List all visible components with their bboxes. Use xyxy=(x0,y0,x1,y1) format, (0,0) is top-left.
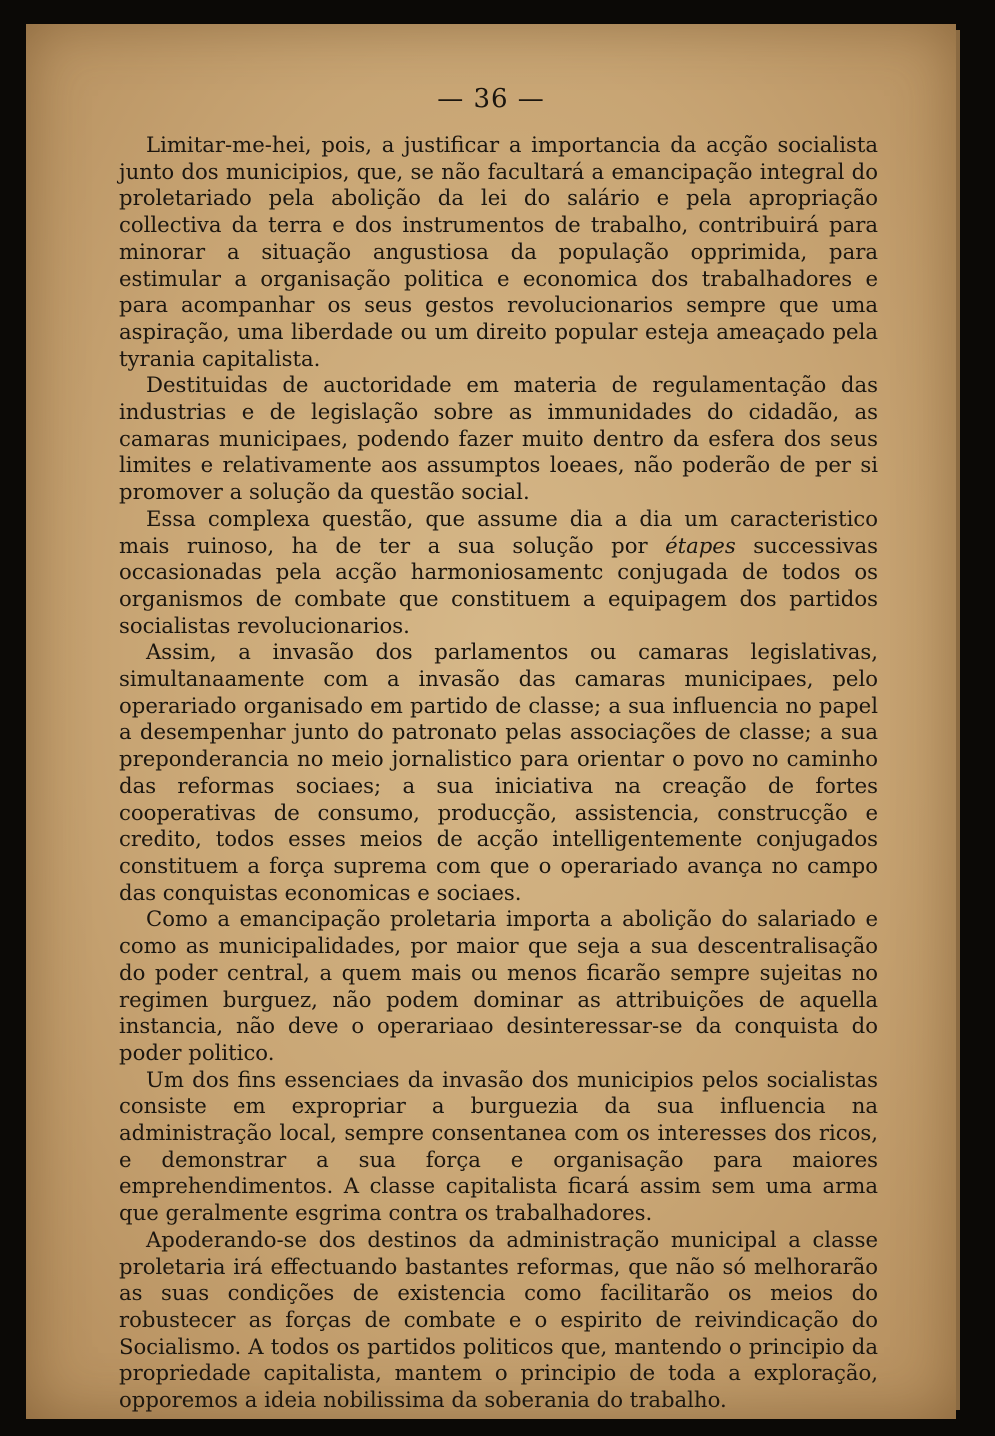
paragraph-2: Destituidas de auctoridade em materia de regulamentação das industrias e de legislação sobre as immunidades do cidadão, as camaras municipaes, podendo fazer muito dentro da esfera dos seus limites e relativamente aos assumptos loeaes, não poderão de per si promover a solução da questão social. xyxy=(119,372,878,505)
page-number: — 36 — xyxy=(437,84,545,114)
paragraph-4: Assim, a invasão dos parlamentos ou camaras legislativas, simultanaamente com a invasão das camaras municipaes, pelo operariado organisado em partido de classe; a sua influencia no papel a desempenhar junto do patronato pelas associações de classe; a sua preponderancia no meio jornalistico para orientar o povo no caminho das reformas sociaes; a sua iniciativa na creação de fortes cooperativas de consumo, producção, assistencia, construcção e credito, todos esses meios de acção intelligentemente conjugados constituem a força suprema com que o operariado avança no campo das conquistas economicas e sociaes. xyxy=(119,639,878,905)
paragraph-3-text-after: successivas occasionadas pela acção harmoniosamentc conjugada de todos os organismos de combate que constituem a equipagem dos partidos socialistas revolucionarios. xyxy=(119,532,878,638)
body-text xyxy=(119,132,878,1414)
paragraph-7: Apoderando-se dos destinos da administração municipal a classe proletaria irá effectuando bastantes reformas, que não só melhorarão as suas condições de existencia como facilitarão os meios do robustecer as forças de combate e o espirito de reivindicação do Socialismo. A todos os partidos politicos que, mantendo o principio da propriedade capitalista, mantem o principio de toda a exploração, opporemos a ideia nobilissima da soberania do trabalho. xyxy=(119,1226,878,1413)
paragraph-1: Limitar-me-hei, pois, a justificar a importancia da acção socialista junto dos municipios, que, se não facultará a emancipação integral do proletariado pela abolição da lei do salário e pela apropriação collectiva da terra e dos instrumentos de trabalho, contribuirá para minorar a situação angustiosa da população opprimida, para estimular a organisação politica e economica dos trabalhadores e para acompanhar os seus gestos revolucionarios sempre que uma aspiração, uma liberdade ou um direito popular esteja ameaçado pela tyrania capitalista. xyxy=(119,132,878,371)
paragraph-3-text-before: Essa complexa questão, que assume dia a dia um caracteristico mais ruinoso, ha de ter a sua solução por xyxy=(119,505,878,558)
paragraph-3 xyxy=(119,506,878,640)
paragraph-6: Um dos fins essenciaes da invasão dos municipios pelos socialistas consiste em expropriar a burguezia da sua influencia na administração local, sempre consentanea com os interesses dos ricos, e demonstrar a sua força e organisação para maiores emprehendimentos. A classe capitalista ficará assim sem uma arma que geralmente esgrima contra os trabalhadores. xyxy=(119,1066,878,1226)
paragraph-5: Como a emancipação proletaria importa a abolição do salariado e como as municipalidades, por maior que seja a sua descentralisação do poder central, a quem mais ou menos ficarão sempre sujeitas no regimen burguez, não podem dominar as attribuições de aquella instancia, não deve o operariaao desinteressar-se da conquista do poder politico. xyxy=(119,906,878,1065)
page-edge xyxy=(956,30,960,1410)
paragraph-3-emphasis: étapes xyxy=(665,532,736,558)
book-page xyxy=(26,24,956,1419)
